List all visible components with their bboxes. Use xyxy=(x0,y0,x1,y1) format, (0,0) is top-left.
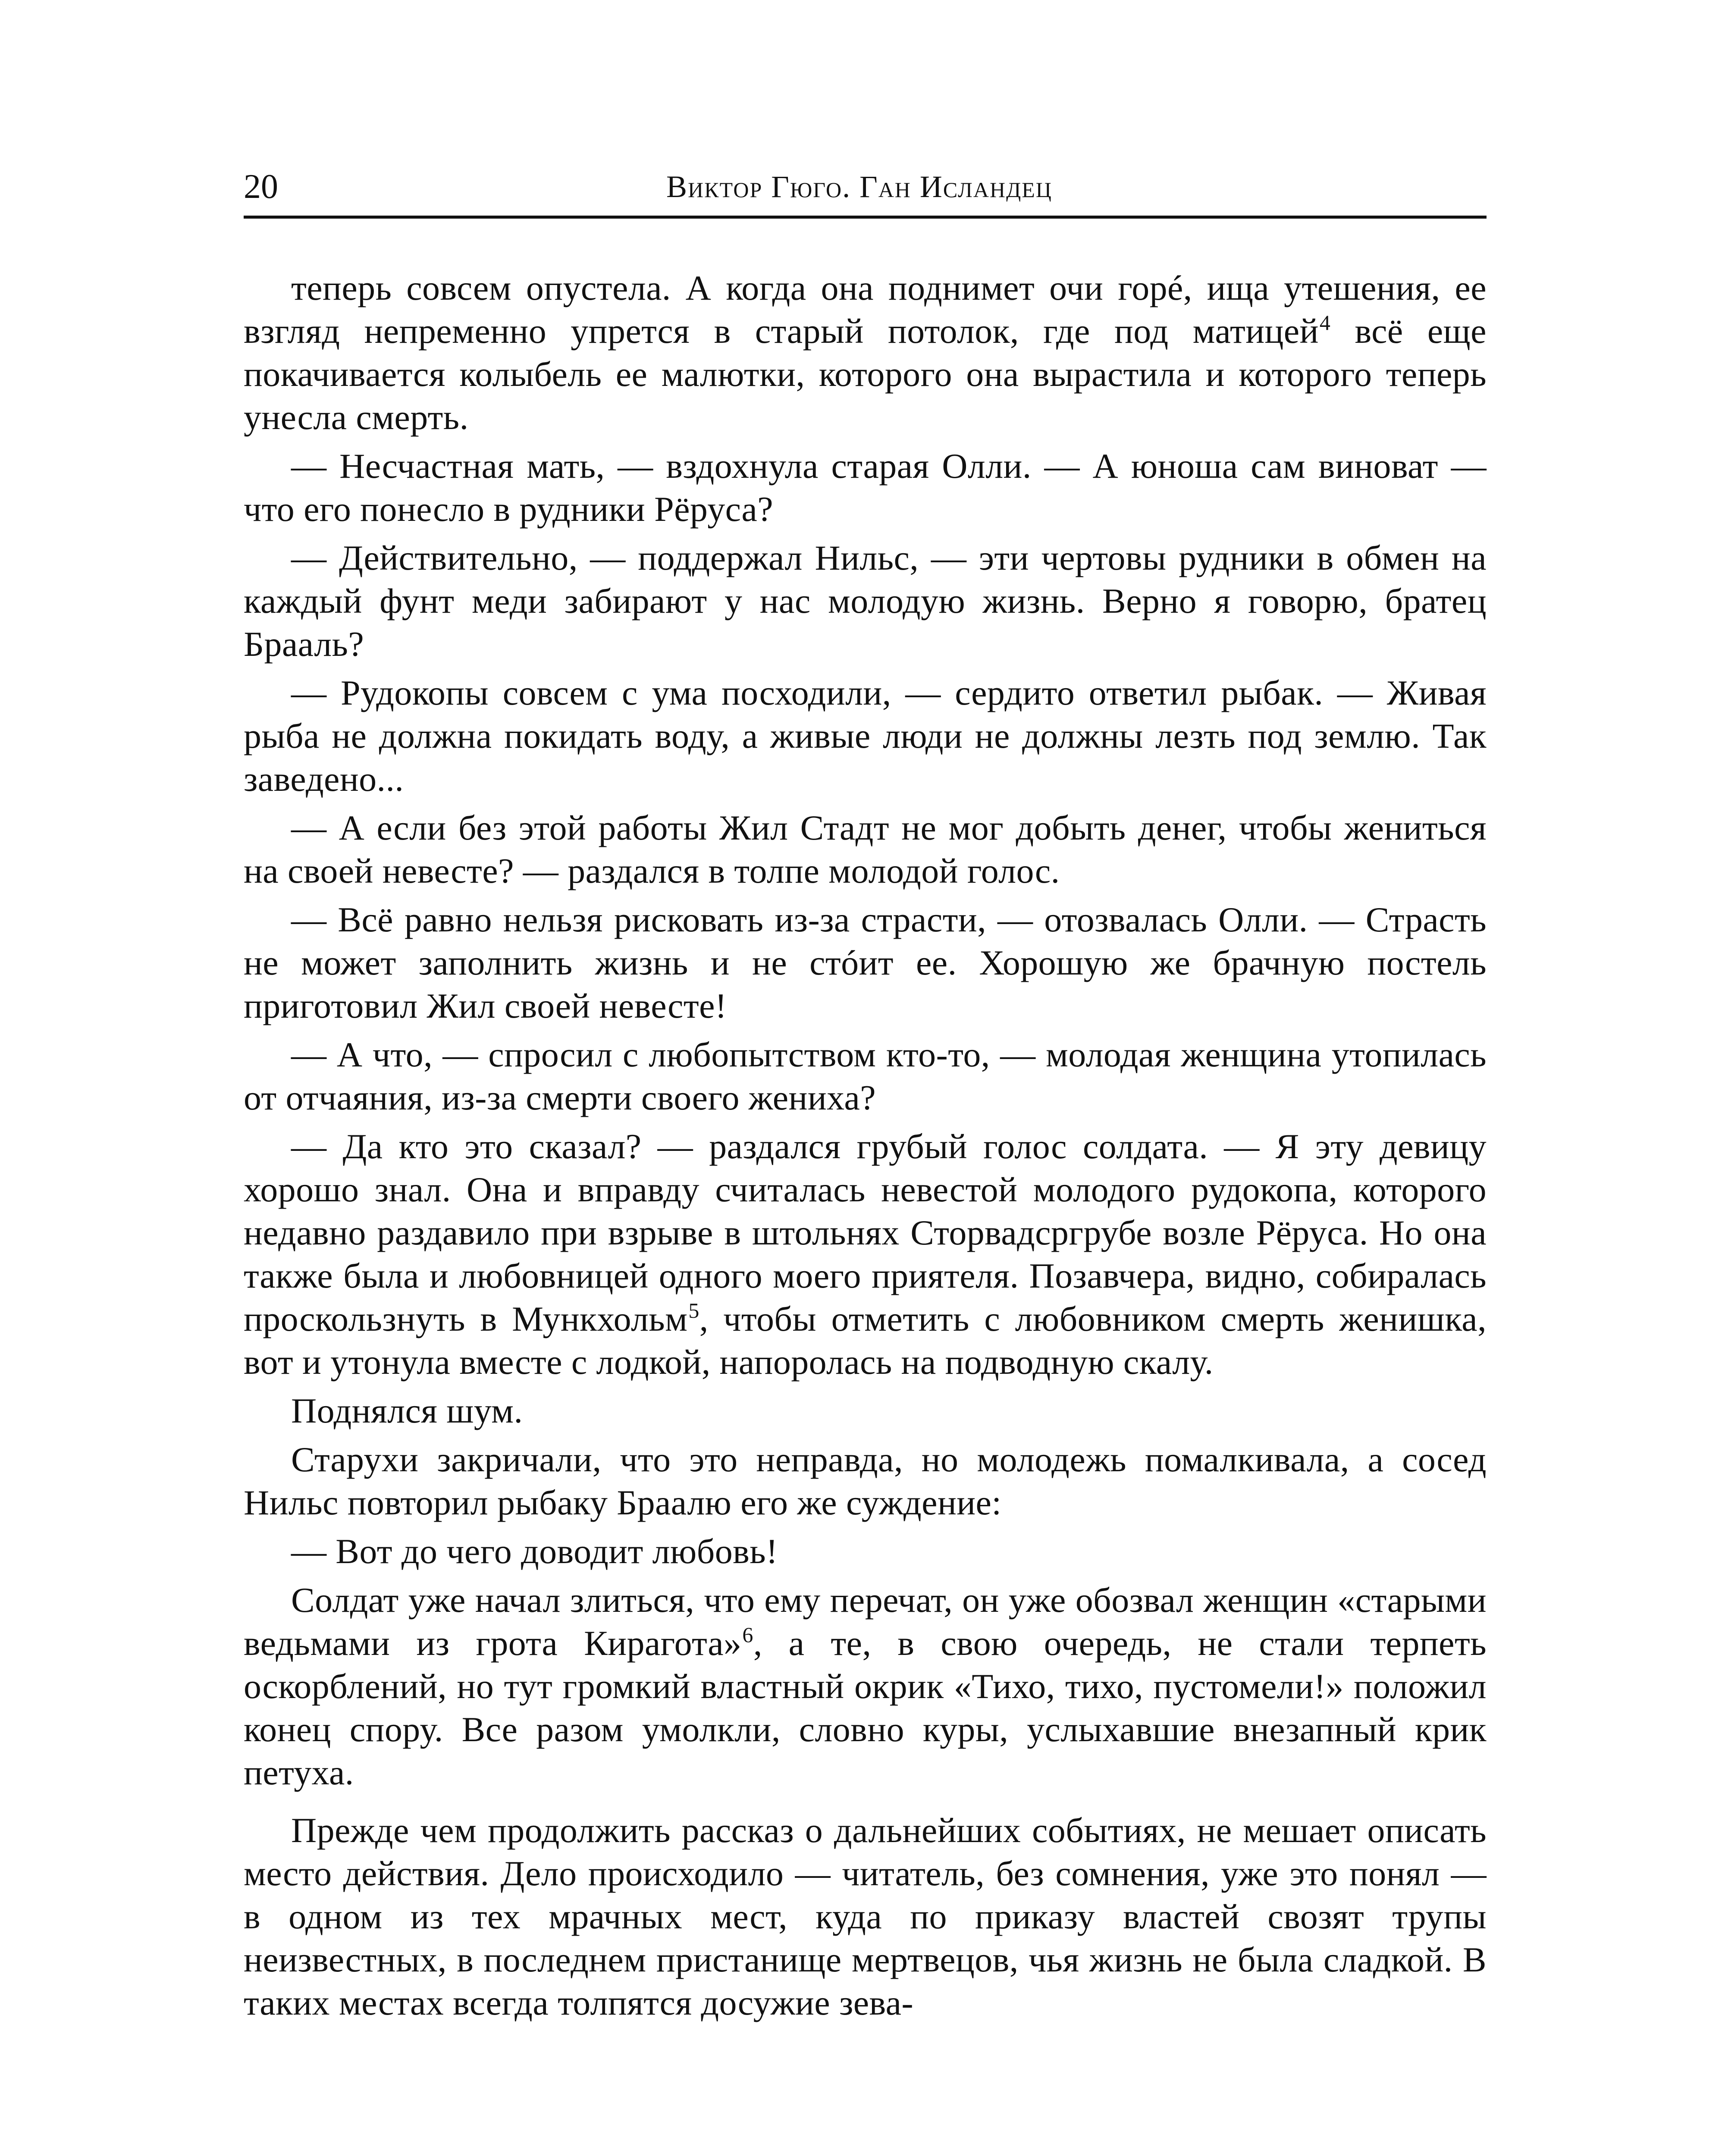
paragraph-text: всё еще покачивается колыбель ее малютки, которого она вырастила и которого теперь унесла смерть. xyxy=(244,311,1487,437)
footnote-marker: 4 xyxy=(1319,310,1331,335)
paragraph xyxy=(244,671,1487,801)
paragraph xyxy=(244,1530,1487,1573)
paragraph xyxy=(244,445,1487,531)
paragraph xyxy=(244,1579,1487,1794)
paragraph-text: , а те, в свою очередь, не стали терпеть оскорблений, но тут громкий властный окрик «Тихо, тихо, пустомели!» положил конец спору. Все разом умолкли, словно куры, услыхавшие внезапный крик петуха. xyxy=(244,1623,1487,1792)
paragraph-text: Поднялся шум. xyxy=(291,1391,523,1430)
paragraph-text: — Рудокопы совсем с ума посходили, — сердито ответил рыбак. — Живая рыба не должна покидать воду, а живые люди не должны лезть под землю. Так заведено... xyxy=(244,673,1487,799)
paragraph xyxy=(244,898,1487,1028)
paragraph-text: — Всё равно нельзя рисковать из-за страсти, — отозвалась Олли. — Страсть не может заполнить жизнь и не стóит ее. Хорошую же брачную постель приготовил Жил своей невесте! xyxy=(244,900,1487,1025)
paragraph-text: — Несчастная мать, — вздохнула старая Олли. — А юноша сам виноват — что его понесло в рудники Рёруса? xyxy=(244,446,1487,529)
paragraph xyxy=(244,266,1487,439)
paragraph xyxy=(244,1125,1487,1384)
paragraph-text: — Да кто это сказал? — раздался грубый голос солдата. — Я эту девицу хорошо знал. Она и вправду считалась невестой молодого рудокопа, которого недавно раздавило при взрыве в штольнях Сторвадсргрубе возле Рёруса. Но она также была и любовницей одного моего приятеля. Позавчера, видно, собиралась проскользнуть в Мункхольм xyxy=(244,1127,1487,1338)
paragraph-text: — А что, — спросил с любопытством кто-то, — молодая женщина утопилась от отчаяния, из-за смерти своего жениха? xyxy=(244,1035,1487,1117)
header-rule xyxy=(244,216,1487,219)
paragraph xyxy=(244,1438,1487,1524)
running-title: Виктор Гюго. Ган Исландец xyxy=(666,169,1052,204)
paragraph-text: Старухи закричали, что это неправда, но молодежь помалкивала, а сосед Нильс повторил рыбаку Браалю его же суждение: xyxy=(244,1440,1487,1522)
paragraph xyxy=(244,536,1487,666)
paragraph-text: — Вот до чего доводит любовь! xyxy=(291,1532,778,1571)
paragraph xyxy=(244,806,1487,893)
paragraph-text: — Действительно, — поддержал Нильс, — эти чертовы рудники в обмен на каждый фунт меди забирают у нас молодую жизнь. Верно я говорю, братец Брааль? xyxy=(244,538,1487,664)
paragraph xyxy=(244,1389,1487,1432)
footnote-marker: 6 xyxy=(742,1623,753,1647)
paragraph-text: , чтобы отметить с любовником смерть женишка, вот и утонула вместе с лодкой, напоролась на подводную скалу. xyxy=(244,1299,1487,1382)
body-text xyxy=(244,266,1487,2030)
page-number: 20 xyxy=(244,168,278,206)
running-head xyxy=(244,163,1487,210)
paragraph-text: Прежде чем продолжить рассказ о дальнейших событиях, не мешает описать место действия. Дело происходило — читатель, без сомнения, уже это понял — в одном из тех мрачных мест, куда по приказу властей свозят трупы неизвестных, в последнем пристанище мертвецов, чья жизнь не была сладкой. В таких местах всегда толпятся досужие зева- xyxy=(244,1811,1487,2022)
paragraph xyxy=(244,1809,1487,2024)
paragraph-text: теперь совсем опустела. А когда она поднимет очи горé, ища утешения, ее взгляд непременно упрется в старый потолок, где под матицей xyxy=(244,268,1487,351)
footnote-marker: 5 xyxy=(688,1298,699,1322)
paragraph-text: — А если без этой работы Жил Стадт не мог добыть денег, чтобы жениться на своей невесте? — раздался в толпе молодой голос. xyxy=(244,808,1487,890)
paragraph-text: Солдат уже начал злиться, что ему перечат, он уже обозвал женщин «старыми ведьмами из грота Кирагота» xyxy=(244,1580,1487,1663)
paragraph xyxy=(244,1033,1487,1119)
